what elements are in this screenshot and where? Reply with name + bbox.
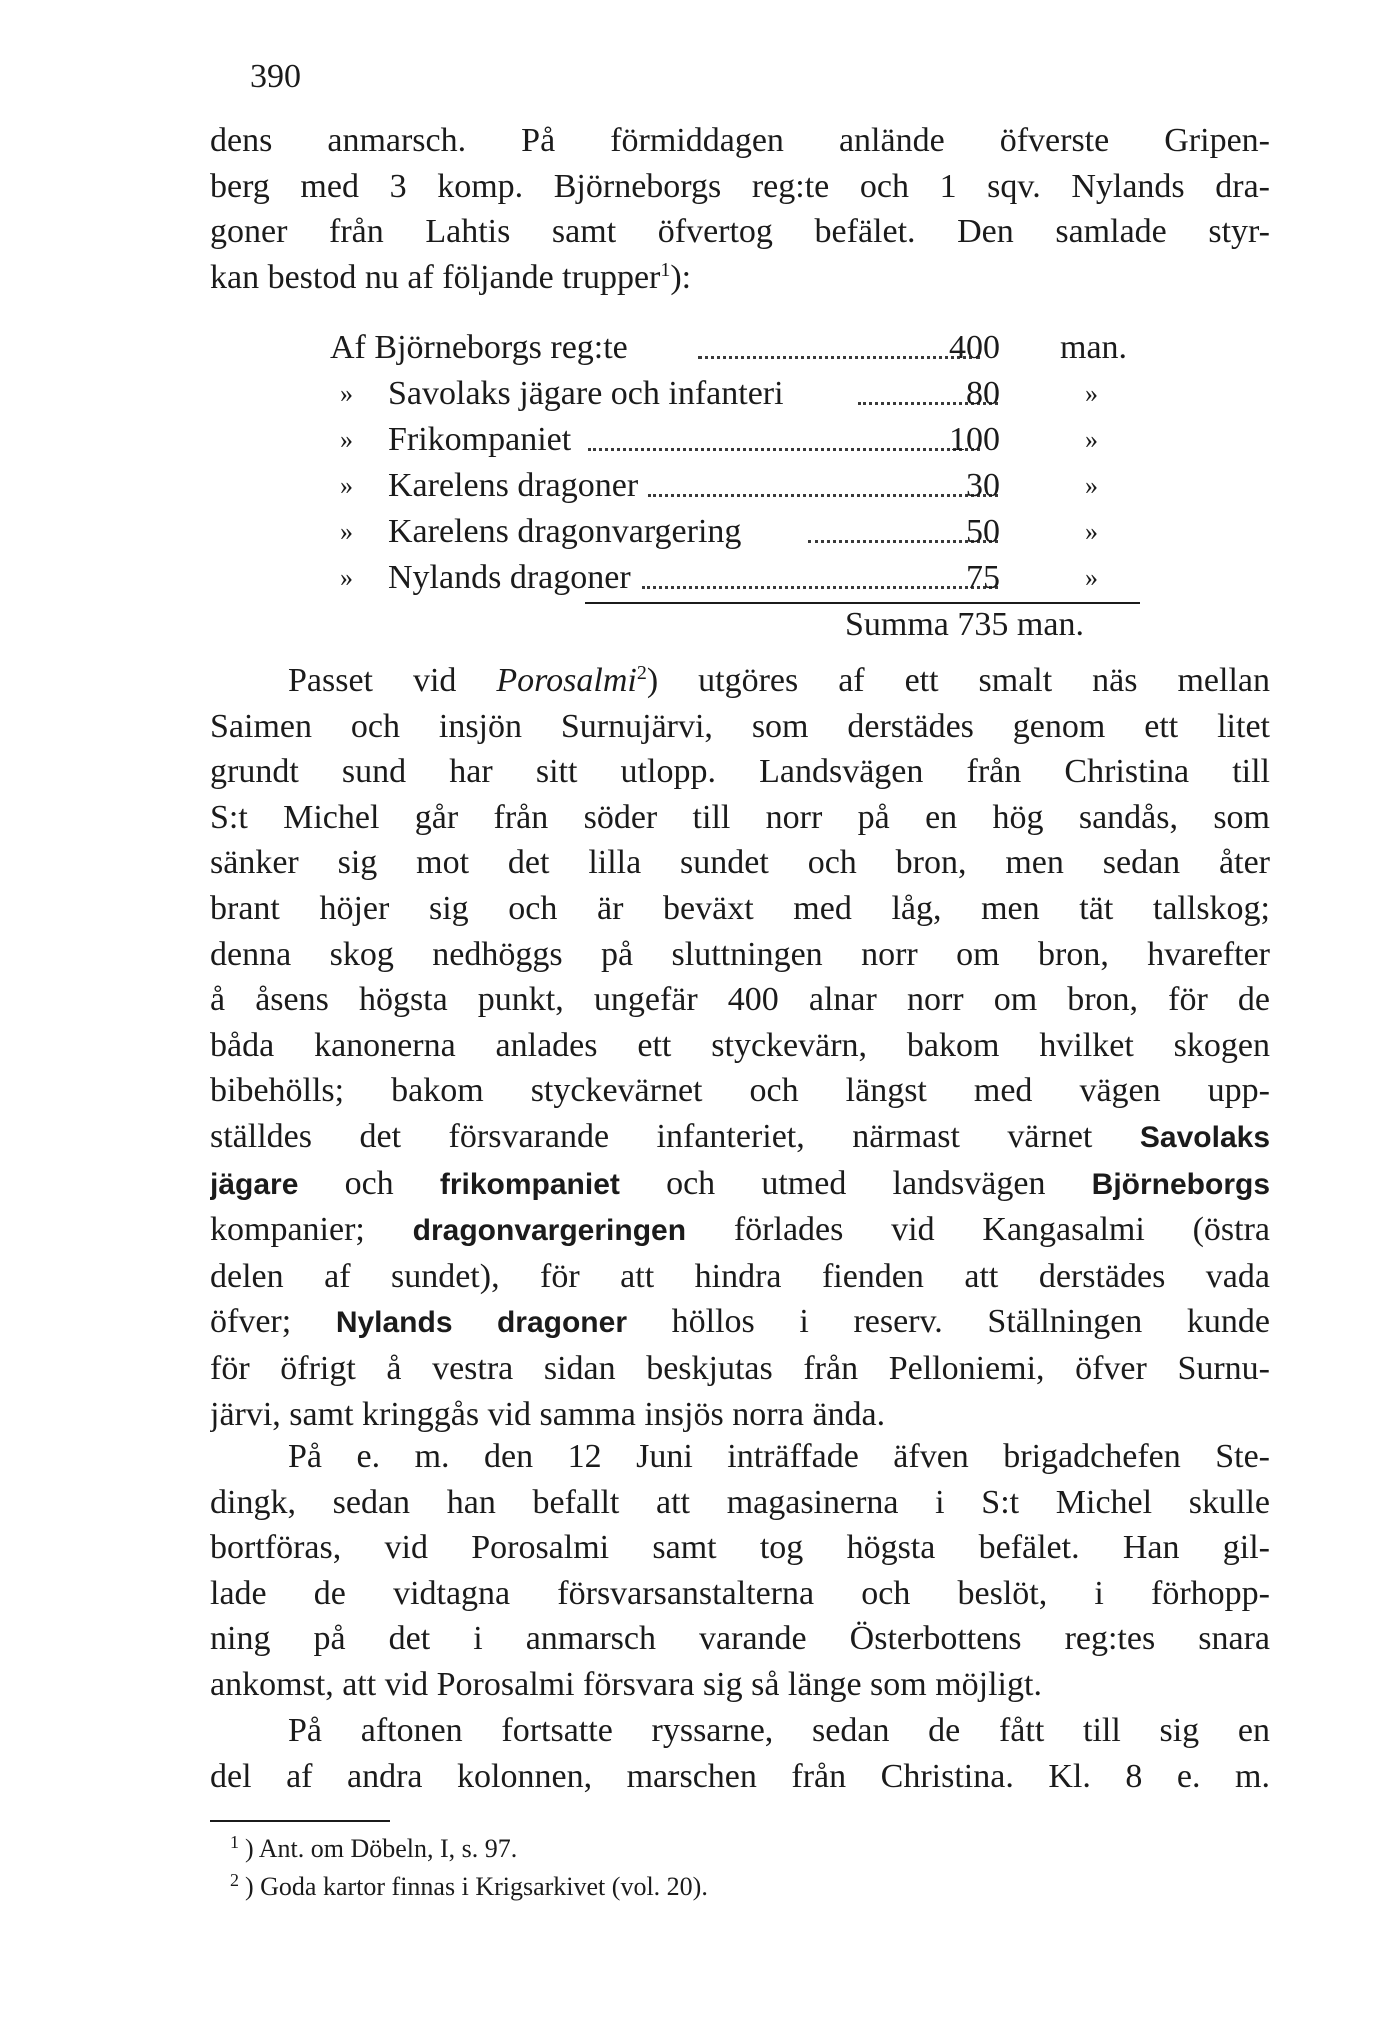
leader-dots <box>648 494 998 497</box>
text-line: dingk, sedan han befallt att magasinerna i S:t Michel skulle <box>210 1483 1270 1521</box>
footnote-rule <box>210 1820 390 1822</box>
ditto-mark: » <box>340 379 353 408</box>
sum-label: Summa <box>845 606 949 643</box>
text-line: ankomst, att vid Porosalmi försvara sig så länge som möjligt. <box>210 1665 1042 1703</box>
text-line <box>210 1299 1270 1346</box>
text-fragment: höllos i reserv. Ställningen kunde <box>627 1303 1270 1341</box>
troop-list <box>330 325 1150 601</box>
emphasis-text: Björneborgs <box>1091 1167 1270 1201</box>
text-fragment: kompanier; <box>210 1211 413 1249</box>
text-line: bortföras, vid Porosalmi samt tog högsta befälet. Han gil- <box>210 1529 1270 1567</box>
text-fragment: ställdes det försvarande infanteriet, närmast värnet <box>210 1117 1140 1155</box>
ditto-mark: » <box>340 471 353 500</box>
troop-row <box>330 509 1150 555</box>
text-line: S:t Michel går från söder till norr på en hög sandås, som <box>210 798 1270 836</box>
troop-count: 80 <box>966 375 1000 412</box>
text-line: Saimen och insjön Surnujärvi, som derstädes genom ett litet <box>210 707 1270 745</box>
footnote <box>230 1868 708 1906</box>
ditto-mark: » <box>340 563 353 592</box>
emphasis-text: Nylands dragoner <box>335 1306 627 1340</box>
paragraph-intro <box>210 118 1270 300</box>
text-fragment: och <box>298 1164 440 1202</box>
text-fragment: och utmed landsvägen <box>619 1164 1092 1202</box>
troop-label: Karelens dragonvargering <box>388 513 742 550</box>
text-line: lade de vidtagna försvarsanstalterna och beslöt, i förhopp- <box>210 1574 1270 1612</box>
sum-value: 735 <box>957 606 1009 643</box>
ditto-mark: » <box>340 425 353 454</box>
troop-unit: » <box>1085 471 1098 500</box>
text-line: å åsens högsta punkt, ungefär 400 alnar norr om bron, för de <box>210 981 1270 1019</box>
text-line: för öfrigt å vestra sidan beskjutas från Pelloniemi, öfver Surnu- <box>210 1349 1270 1387</box>
leader-dots <box>642 586 998 589</box>
text-line: sänker sig mot det lilla sundet och bron, men sedan åter <box>210 844 1270 882</box>
text-line <box>210 255 1270 301</box>
troop-name <box>330 325 628 371</box>
troop-unit: » <box>1085 517 1098 546</box>
emphasis-text: frikompaniet <box>439 1167 620 1201</box>
emphasis-text: jägare <box>210 1167 299 1201</box>
sum-rule <box>585 602 1140 604</box>
text-line: brant höjer sig och är beväxt med låg, men tät tallskog; <box>210 889 1270 927</box>
sum-row <box>845 606 1084 644</box>
footnote-text: ) Goda kartor finnas i Krigsarkivet (vol. 20). <box>245 1872 708 1901</box>
text-fragment: ) utgöres af ett smalt näs mellan <box>646 662 1270 699</box>
place-name-italic: Porosalmi <box>496 662 637 699</box>
page-number: 390 <box>250 58 301 95</box>
text-fragment: Passet vid <box>288 662 497 699</box>
text-line <box>210 1207 1270 1254</box>
troop-unit: man. <box>1060 329 1128 366</box>
troop-count: 50 <box>966 513 1000 550</box>
text-fragment: öfver; <box>210 1303 336 1341</box>
text-line: På e. m. den 12 Juni inträffade äfven brigadchefen Ste- <box>288 1438 1270 1475</box>
paragraph-stedingk <box>210 1434 1270 1708</box>
troop-count: 75 <box>966 559 1000 596</box>
footnote-text: ) Ant. om Döbeln, I, s. 97. <box>245 1834 518 1863</box>
troop-label: Nylands dragoner <box>388 559 631 596</box>
text-line: grundt sund har sitt utlopp. Landsvägen från Christina till <box>210 753 1270 791</box>
troop-row <box>330 371 1150 417</box>
emphasis-text: Savolaks <box>1139 1120 1270 1154</box>
text-line: goner från Lahtis samt öfvertog befälet. Den samlade styr- <box>210 213 1270 251</box>
footnote-ref: 2 <box>636 662 647 684</box>
troop-count: 30 <box>966 467 1000 504</box>
troop-label: Björneborgs reg:te <box>374 329 628 366</box>
text-line: denna skog nedhöggs på sluttningen norr om bron, hvarefter <box>210 935 1270 973</box>
leader-dots <box>698 356 980 359</box>
footnote-ref: 1 <box>660 258 671 281</box>
troop-unit: » <box>1085 379 1098 408</box>
troop-unit: » <box>1085 425 1098 454</box>
leader-dots <box>588 448 980 451</box>
troop-row <box>330 555 1150 601</box>
text-line: På aftonen fortsatte ryssarne, sedan de fått till sig en <box>288 1712 1270 1749</box>
text-line: del af andra kolonnen, marschen från Christina. Kl. 8 e. m. <box>210 1757 1270 1795</box>
text-line: delen af sundet), för att hindra fienden att derstädes vada <box>210 1257 1270 1295</box>
footnotes <box>230 1830 708 1906</box>
footnote-mark: 2 <box>230 1870 239 1890</box>
troop-label: Frikompaniet <box>388 421 572 458</box>
text-line <box>210 1114 1270 1161</box>
emphasis-text: dragonvargeringen <box>412 1214 687 1248</box>
text-fragment: ): <box>670 258 692 296</box>
troop-count: 100 <box>949 421 1000 458</box>
text-fragment: kan bestod nu af följande trupper <box>210 258 661 296</box>
troop-row <box>330 463 1150 509</box>
sum-unit: man. <box>1016 606 1084 643</box>
text-line <box>210 658 1270 704</box>
text-line: järvi, samt kringgås vid samma insjös norra ända. <box>210 1395 886 1433</box>
text-line: ning på det i anmarsch varande Österbottens reg:tes snara <box>210 1620 1270 1658</box>
troop-row <box>330 417 1150 463</box>
ditto-mark: » <box>340 517 353 546</box>
troop-row <box>330 325 1150 371</box>
text-fragment: förlades vid Kangasalmi (östra <box>686 1211 1270 1249</box>
text-line: berg med 3 komp. Björneborgs reg:te och 1 sqv. Nylands dra- <box>210 167 1270 205</box>
text-line: bibehölls; bakom styckevärnet och längst med vägen upp- <box>210 1072 1270 1110</box>
troop-unit: » <box>1085 563 1098 592</box>
troop-prefix: Af <box>330 329 366 366</box>
text-line: båda kanonerna anlades ett styckevärn, bakom hvilket skogen <box>210 1026 1270 1064</box>
troop-label: Savolaks jägare och infanteri <box>388 375 784 412</box>
troop-label: Karelens dragoner <box>388 467 639 504</box>
troop-count: 400 <box>949 329 1000 366</box>
text-line: dens anmarsch. På förmiddagen anlände öfverste Gripen- <box>210 122 1270 159</box>
paragraph-porosalmi <box>210 658 1270 1437</box>
footnote <box>230 1830 708 1868</box>
paragraph-evening <box>210 1708 1270 1799</box>
footnote-mark: 1 <box>230 1832 239 1852</box>
text-line <box>210 1161 1270 1208</box>
